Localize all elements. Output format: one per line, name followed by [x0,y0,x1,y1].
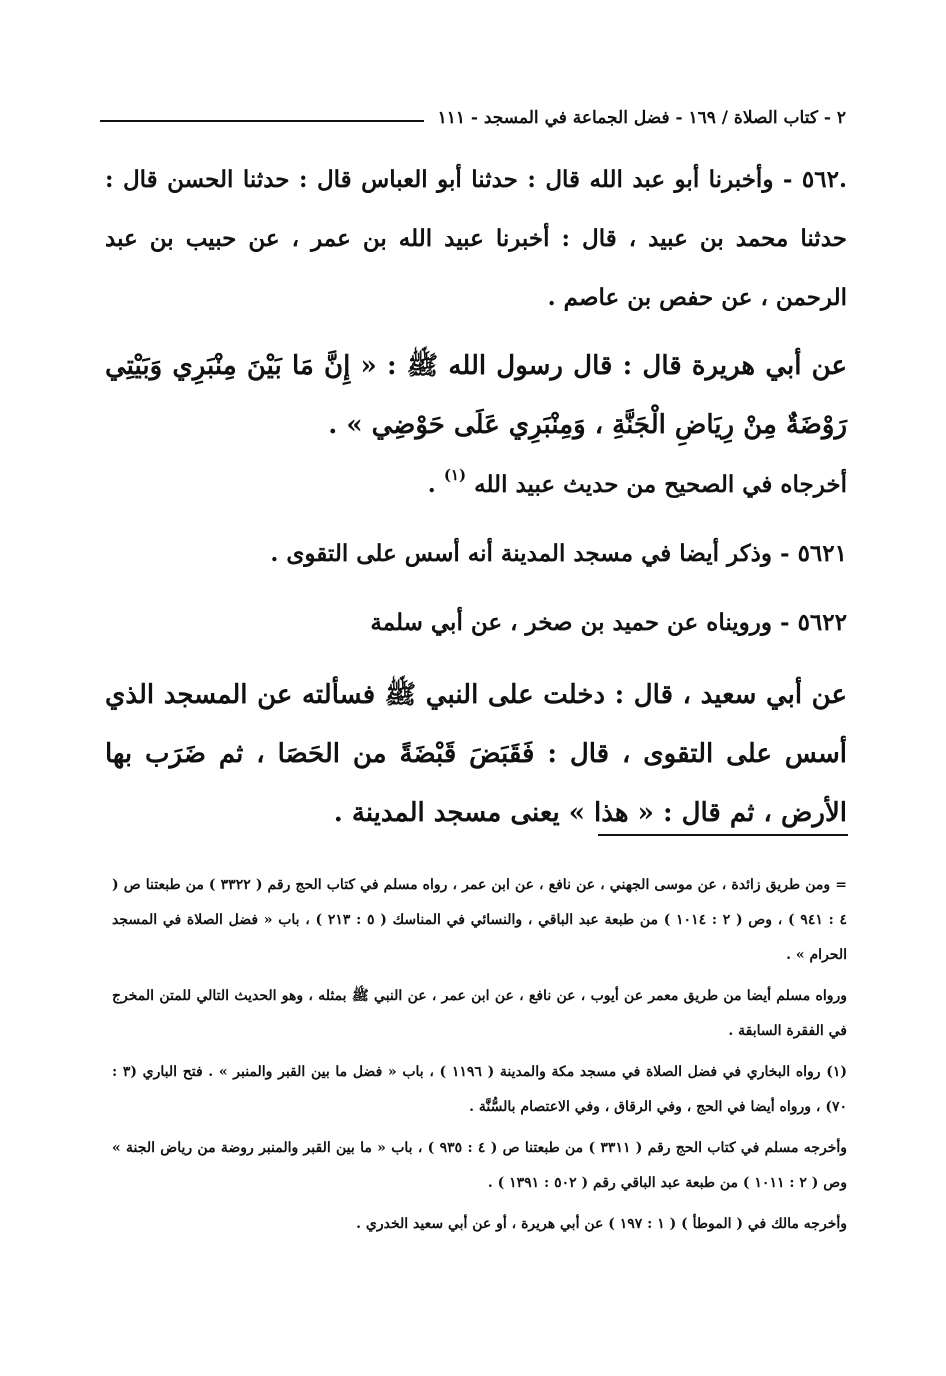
hadith-paragraph-abu-said: عن أبي سعيد ، قال : دخلت على النبي ﷺ فسألته عن المسجد الذي أسس على التقوى ، قال : فَقَبَضَ قَبْضَةً من الحَصَا ، ثم ضَرَب بها الأرض ، ثم قال : « هذا » يعنى مسجد المدينة . [105,680,847,828]
takhrij-paragraph [105,455,847,514]
footnotes [112,868,847,1242]
footnote-continued: = ومن طريق زائدة ، عن موسى الجهني ، عن نافع ، عن ابن عمر ، رواه مسلم في كتاب الحج رقم ( ٣٣٢٢ ) من طبعتنا ص ( ٤ : ٩٤١ ) ، وص ( ٢ : ١٠١٤ ) من طبعة عبد الباقي ، والنسائي في المناسك ( ٥ : ٢١٣ ) ، باب « فضل الصلاة في المسجد الحرام » . [112,877,847,963]
footnote-1-bukhari: (١) رواه البخاري في فضل الصلاة في مسجد مكة والمدينة ( ١١٩٦ ) ، باب « فضل ما بين القبر والمنبر » . فتح الباري (٣ : ٧٠) ، ورواه أيضا في الحج ، وفي الرقاق ، وفي الاعتصام بالسُّنَّة . [112,1064,848,1115]
footnote-1-muslim: وأخرجه مسلم في كتاب الحج رقم ( ٣٣١١ ) من طبعتنا ص ( ٤ : ٩٣٥ ) ، باب « ما بين القبر والمنبر روضة من رياض الجنة » وص ( ٢ : ١٠١١ ) من طبعة عبد الباقي رقم ( ٥٠٢ : ١٣٩١ ) . [112,1140,848,1191]
takhrij-end: . [427,471,444,498]
hadith-paragraph-5622: ٥٦٢٢ - ورويناه عن حميد بن صخر ، عن أبي سلمة [370,609,847,636]
hadith-paragraph-isnad: .٥٦٢ - وأخبرنا أبو عبد الله قال : حدثنا أبو العباس قال : حدثنا الحسن قال : حدثنا محمد بن عبيد ، قال : أخبرنا عبيد الله بن عمر ، عن حبيب بن عبد الرحمن ، عن حفص بن عاصم . [105,166,847,311]
main-text [105,150,847,843]
running-title: ٢ - كتاب الصلاة / ١٦٩ - فضل الجماعة في المسجد - ١١١ [437,108,846,128]
footnote-reference[interactable]: (١) [443,466,467,484]
takhrij-text: أخرجاه في الصحيح من حديث عبيد الله [474,471,847,498]
footnote-muslim-mamar: ورواه مسلم أيضا من طريق معمر عن أيوب ، عن نافع ، عن ابن عمر ، عن النبي ﷺ بمثله ، وهو الحديث التالي للمتن المخرج في الفقرة السابقة . [112,988,847,1039]
page-header [100,100,846,136]
header-rule [100,120,424,122]
hadith-paragraph-5621: ٥٦٢١ - وذكر أيضا في مسجد المدينة أنه أسس على التقوى . [270,540,847,567]
footnote-1-malik: وأخرجه مالك في ( الموطأ ) ( ١ : ١٩٧ ) عن أبي هريرة ، أو عن أبي سعيد الخدري . [356,1216,847,1232]
hadith-paragraph-matn: عن أبي هريرة قال : قال رسول الله ﷺ : « إِنَّ مَا بَيْنَ مِنْبَرِي وَبَيْتِي رَوْضَةٌ مِنْ رِيَاضِ الْجَنَّةِ ، وَمِنْبَرِي عَلَى حَوْضِي » . [105,351,847,440]
footnote-separator [598,834,848,836]
